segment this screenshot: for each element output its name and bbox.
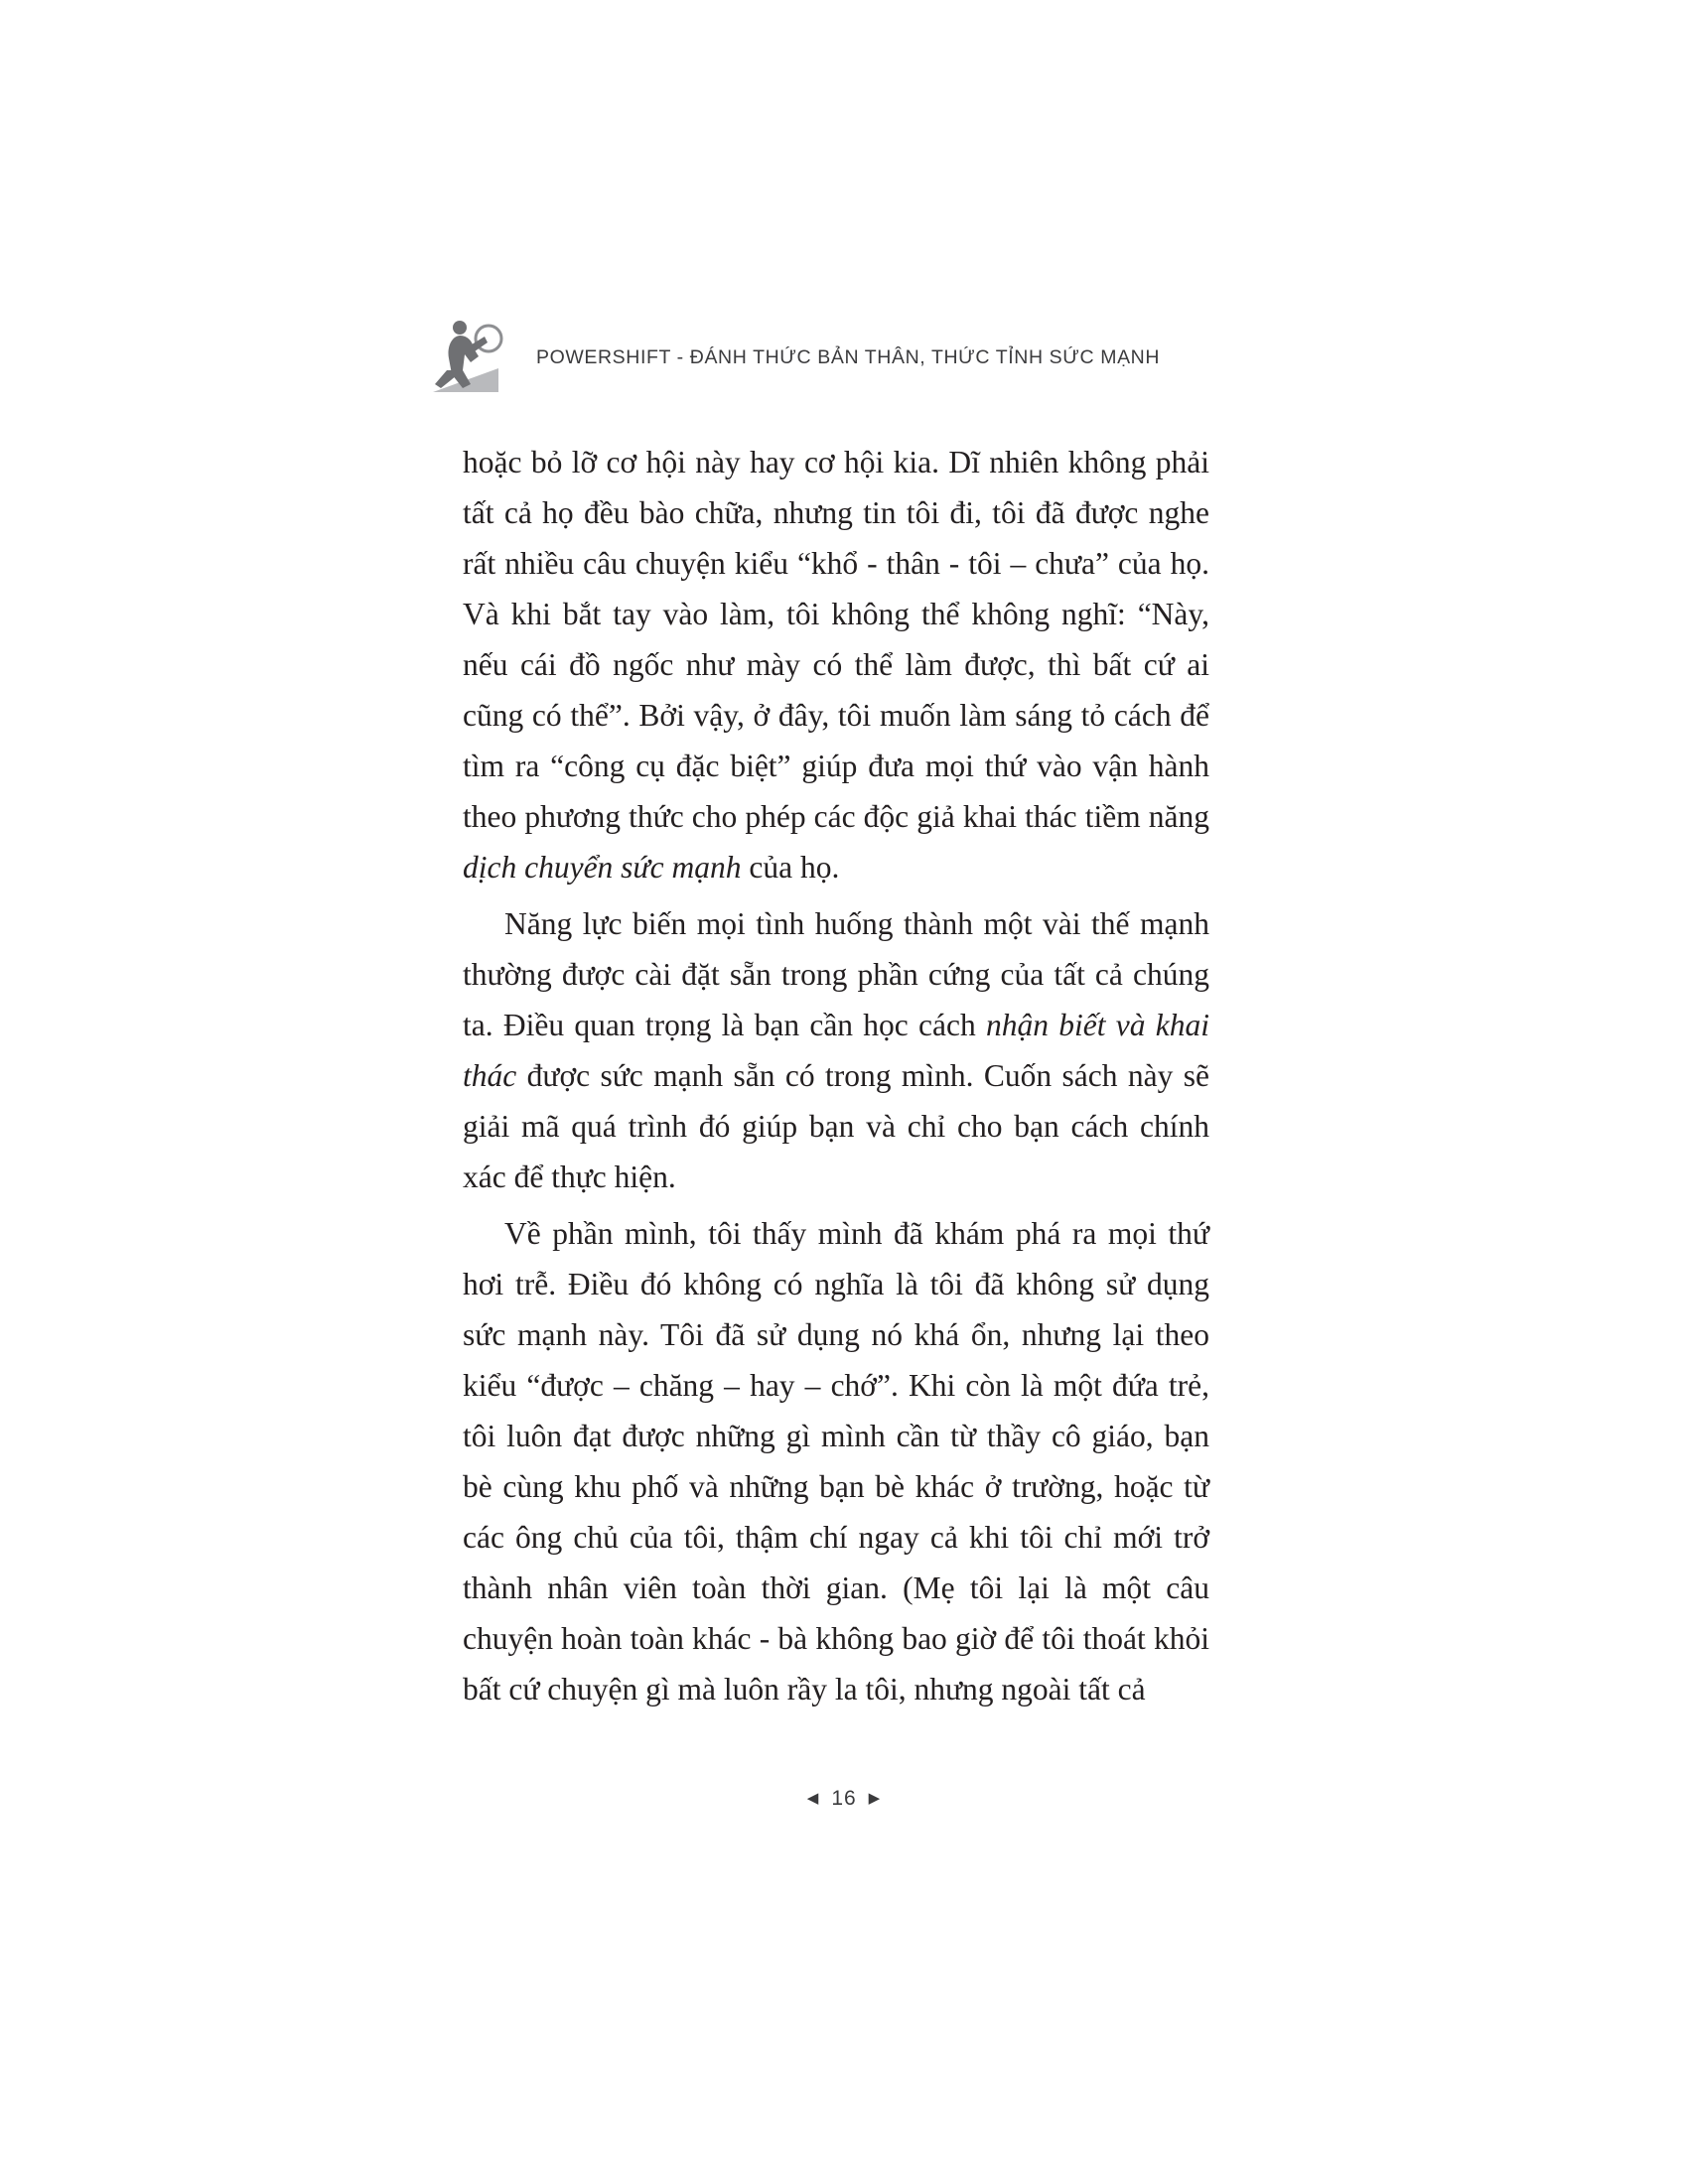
text-run-italic: nhận biết và khai thác (463, 1008, 1209, 1093)
text-run: hoặc bỏ lỡ cơ hội này hay cơ hội kia. Dĩ nhiên không phải tất cả họ đều bào chữa, nhưng tin tôi đi, tôi đã được nghe rất nhiều câu chuyện kiểu “khổ - thân - tôi – chưa” của họ. Và khi bắt tay vào làm, tôi không thể không nghĩ: “Này, nếu cái đồ ngốc như mày có thể làm được, thì bất cứ ai cũng có thể”. Bởi vậy, ở đây, tôi muốn làm sáng tỏ cách để tìm ra “công cụ đặc biệt” giúp đưa mọi thứ vào vận hành theo phương thức cho phép các độc giả khai thác tiềm năng (463, 445, 1209, 834)
running-header (427, 313, 1241, 402)
text-run: được sức mạnh sẵn có trong mình. Cuốn sách này sẽ giải mã quá trình đó giúp bạn và chỉ cho bạn cách chính xác để thực hiện. (463, 1058, 1209, 1194)
person-pushing-boulder-icon (427, 315, 518, 400)
text-run: Năng lực biến mọi tình huống thành một vài thế mạnh thường được cài đặt sẵn trong phần cứng của tất cả chúng ta. Điều quan trọng là bạn cần học cách (463, 906, 1209, 1042)
text-run: của họ. (741, 850, 840, 885)
text-run: Về phần mình, tôi thấy mình đã khám phá ra mọi thứ hơi trễ. Điều đó không có nghĩa là tôi đã không sử dụng sức mạnh này. Tôi đã sử dụng nó khá ổn, nhưng lại theo kiểu “được – chăng – hay – chớ”. Khi còn là một đứa trẻ, tôi luôn đạt được những gì mình cần từ thầy cô giáo, bạn bè cùng khu phố và những bạn bè khác ở trường, hoặc từ các ông chủ của tôi, thậm chí ngay cả khi tôi chỉ mới trở thành nhân viên toàn thời gian. (Mẹ tôi lại là một câu chuyện hoàn toàn khác - bà không bao giờ để tôi thoát khỏi bất cứ chuyện gì mà luôn rầy la tôi, nhưng ngoài tất cả (463, 1216, 1209, 1706)
next-page-arrow-icon[interactable]: ▶ (868, 1790, 882, 1807)
header-title: POWERSHIFT - ĐÁNH THỨC BẢN THÂN, THỨC TỈNH SỨC MẠNH (536, 345, 1161, 368)
paragraph-1 (463, 437, 1209, 892)
page-footer (0, 1787, 1688, 1811)
body-text-column (463, 437, 1209, 1714)
paragraph-3 (463, 1208, 1209, 1714)
page-number: 16 (831, 1787, 857, 1810)
paragraph-2 (463, 898, 1209, 1202)
text-run-italic: dịch chuyển sức mạnh (463, 850, 742, 885)
previous-page-arrow-icon[interactable]: ◀ (806, 1790, 820, 1807)
